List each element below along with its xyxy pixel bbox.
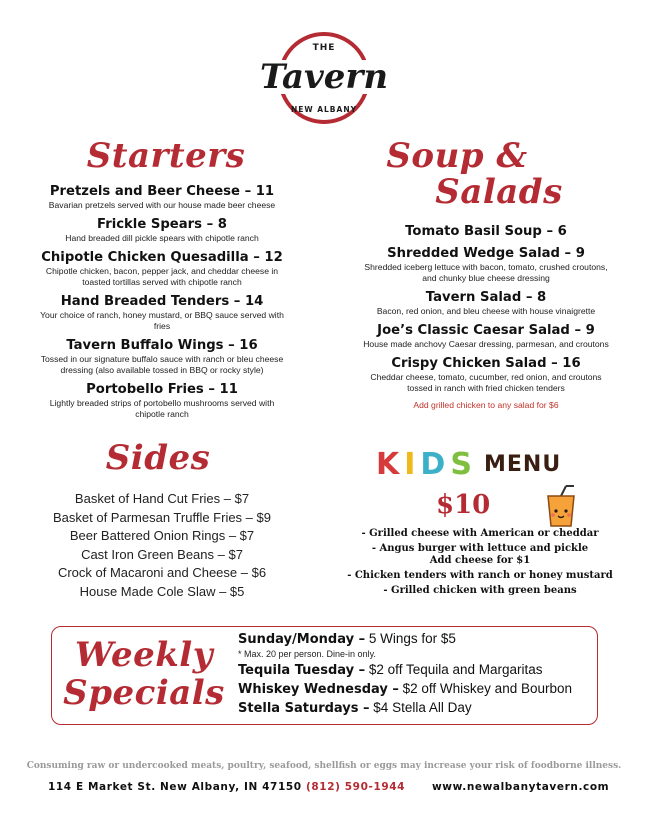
special-day: Sunday/Monday – xyxy=(238,632,366,647)
kids-item: - Grilled cheese with American or cheddar xyxy=(361,528,599,539)
kids-item: Add cheese for $1 xyxy=(429,555,531,566)
side-item: Basket of Parmesan Truffle Fries – $9 xyxy=(53,509,271,525)
kids-letter: I xyxy=(404,447,417,482)
kids-item: - Angus burger with lettuce and pickle xyxy=(371,543,589,554)
logo-name: Tavern xyxy=(259,57,389,97)
footer-website-link[interactable]: www.newalbanytavern.com xyxy=(432,781,610,793)
side-item: Cast Iron Green Beans – $7 xyxy=(81,546,243,562)
menu-item-desc: Bacon, red onion, and bleu cheese with house vinaigrette xyxy=(376,306,596,316)
menu-item-name: Crispy Chicken Salad – 16 xyxy=(391,356,581,371)
menu-item-name: Hand Breaded Tenders – 14 xyxy=(60,294,264,309)
menu-item-desc: Lightly breaded strips of portobello mushrooms served with chipotle ranch xyxy=(49,398,275,419)
menu-item xyxy=(0,338,324,376)
menu-item-desc: Hand breaded dill pickle spears with chipotle ranch xyxy=(65,233,259,243)
sides-section xyxy=(0,440,324,602)
tavern-logo xyxy=(246,30,402,126)
logo-the: THE xyxy=(312,43,336,53)
menu-item-name: Joe’s Classic Caesar Salad – 9 xyxy=(377,323,595,338)
menu-item-desc: Cheddar cheese, tomato, cucumber, red onion, and croutons tossed in ranch with fried chicken tenders xyxy=(370,372,602,393)
menu-item-desc: Shredded iceberg lettuce with bacon, tomato, crushed croutons, and chunky blue cheese dressing xyxy=(364,262,608,283)
special-row xyxy=(238,699,594,718)
kids-item: - Chicken tenders with ranch or honey mustard xyxy=(347,570,613,581)
menu-item-name: Portobello Fries – 11 xyxy=(86,382,238,397)
menu-item xyxy=(324,290,648,317)
menu-item-name: Shredded Wedge Salad – 9 xyxy=(387,246,585,261)
kids-list xyxy=(330,528,630,600)
kids-letter: K xyxy=(376,447,401,482)
menu-item-name: Chipotle Chicken Quesadilla – 12 xyxy=(41,250,283,265)
kids-menu-word: MENU xyxy=(484,452,562,477)
food-safety-disclaimer: Consuming raw or undercooked meats, poultry, seafood, shellfish or eggs may increase your risk of foodborne illness. xyxy=(26,761,622,771)
menu-item-desc: Tossed in our signature buffalo sauce with ranch or bleu cheese dressing (also available tossed in BBQ or rocky style) xyxy=(40,354,284,375)
special-deal: $2 off Tequila and Margaritas xyxy=(365,662,543,677)
special-day: Whiskey Wednesday – xyxy=(238,682,399,697)
special-row xyxy=(238,680,594,699)
menu-item xyxy=(324,323,648,350)
menu-item-name: Pretzels and Beer Cheese – 11 xyxy=(49,184,275,199)
salad-addon-note: Add grilled chicken to any salad for $6 xyxy=(413,400,559,410)
juice-cup-icon xyxy=(540,484,582,528)
special-note: * Max. 20 per person. Dine-in only. xyxy=(238,649,376,659)
soups-section xyxy=(324,138,648,410)
menu-item-desc: Your choice of ranch, honey mustard, or BBQ sauce served with fries xyxy=(40,310,284,331)
side-item: Crock of Macaroni and Cheese – $6 xyxy=(57,565,267,581)
soups-title-line2: Salads xyxy=(435,172,563,212)
menu-item xyxy=(0,184,324,211)
special-day: Tequila Tuesday – xyxy=(238,663,366,678)
menu-item-name: Tavern Buffalo Wings – 16 xyxy=(66,338,258,353)
starters-title: Starters xyxy=(86,136,246,176)
special-deal: $4 Stella All Day xyxy=(369,700,472,715)
side-item: Beer Battered Onion Rings – $7 xyxy=(69,528,255,544)
kids-letter: D xyxy=(420,447,447,482)
starters-section xyxy=(0,138,324,426)
menu-item-name: Tavern Salad – 8 xyxy=(425,290,547,305)
specials-title-line1: Weekly xyxy=(75,635,213,675)
menu-item xyxy=(324,356,648,394)
menu-item xyxy=(324,246,648,284)
special-deal: $2 off Whiskey and Bourbon xyxy=(398,681,572,696)
menu-item-desc: House made anchovy Caesar dressing, parmesan, and croutons xyxy=(363,339,609,349)
menu-item xyxy=(0,217,324,244)
menu-item-name: Tomato Basil Soup – 6 xyxy=(405,224,567,239)
kids-item: - Grilled chicken with green beans xyxy=(383,585,577,596)
menu-item xyxy=(0,250,324,288)
specials-title-line2: Specials xyxy=(63,673,225,713)
kids-letter: S xyxy=(450,447,473,482)
kids-price: $10 xyxy=(436,490,491,520)
sides-title: Sides xyxy=(105,438,211,478)
special-deal: 5 Wings for $5 xyxy=(365,631,456,646)
soups-list xyxy=(324,224,648,394)
menu-item-desc: Chipotle chicken, bacon, pepper jack, and cheddar cheese in toasted tortillas served with chipotle ranch xyxy=(45,266,279,287)
menu-item-desc: Bavarian pretzels served with our house made beer cheese xyxy=(48,200,276,210)
specials-list xyxy=(238,630,594,718)
menu-item-name: Frickle Spears – 8 xyxy=(97,217,227,232)
menu-item xyxy=(0,382,324,420)
special-row xyxy=(238,661,594,680)
side-item: Basket of Hand Cut Fries – $7 xyxy=(74,491,250,506)
menu-item xyxy=(324,224,648,240)
special-day: Stella Saturdays – xyxy=(238,701,370,716)
special-row xyxy=(238,630,594,649)
sides-list xyxy=(0,490,324,602)
soups-title-line1: Soup & xyxy=(386,136,528,176)
specials-title xyxy=(60,636,228,712)
kids-title xyxy=(376,447,477,482)
footer-phone-link[interactable]: (812) 590-1944 xyxy=(306,781,406,793)
side-item: House Made Cole Slaw – $5 xyxy=(79,583,245,599)
starters-list xyxy=(0,184,324,420)
menu-item xyxy=(0,294,324,332)
footer-address: 114 E Market St. New Albany, IN 47150 xyxy=(48,781,302,793)
logo-city: NEW ALBANY xyxy=(290,105,358,114)
